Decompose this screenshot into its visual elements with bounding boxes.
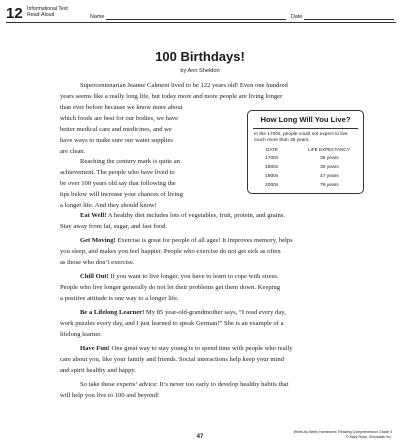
footer-page-number: 47: [196, 434, 204, 440]
sidebar-col-life: LIFE EXPECTANCY: [308, 147, 350, 152]
name-field: [90, 14, 286, 20]
name-blank-line: [106, 15, 286, 20]
sidebar-cell-date: 1900s: [265, 174, 279, 179]
date-blank-line: [304, 15, 394, 20]
intro-line: have ways to make sure our water supplies: [60, 137, 173, 144]
header-series-label: [27, 6, 68, 18]
sidebar-cell-date: 1800s: [265, 165, 279, 170]
header-series-line1: Informational Text: [27, 6, 68, 12]
intro-line: which foods are best for our bodies, we have: [60, 115, 179, 122]
article-byline: by Ann Sheldon: [180, 68, 220, 74]
closing-line: will help you live to 100 and beyond!: [60, 392, 160, 399]
sidebar-cell-life: 47 years: [320, 174, 339, 179]
intro-line: a longer life. And they should know!: [60, 202, 157, 209]
tip-line: and spirit healthy and happy.: [60, 367, 136, 374]
intro-line: Supercentenarian Jeanne Calment lived to be 122 years old! Even one hundred: [80, 82, 288, 89]
article-title: 100 Birthdays!: [155, 49, 245, 64]
tip-line: care about you, like your family and friends. Social interactions help keep your mind: [60, 356, 284, 363]
header-page-number: 12: [6, 5, 23, 22]
footer-credit-line2: © Mary Rose, Scholastic Inc.: [345, 434, 392, 439]
tip-line: Eat Well! A healthy diet includes lots of vegetables, fruit, protein, and grains.: [80, 212, 285, 219]
life-expectancy-sidebar: [247, 110, 364, 194]
intro-line: are clean.: [60, 148, 86, 155]
tip-line: People who live longer generally do not let their problems get them down. Keeping: [60, 284, 281, 291]
tip-line: Get Moving! Exercise is great for people of all ages! It improves memory, helps: [80, 237, 293, 244]
sidebar-cell-date: 2000s: [265, 183, 279, 188]
sidebar-intro-line: much more than 35 years.: [254, 138, 310, 143]
sidebar-cell-life: 35 years: [320, 156, 339, 161]
tip-heading: Have Fun!: [80, 345, 110, 352]
tip-line: as those who don’t exercise.: [60, 259, 135, 266]
tip-line: Be a Lifelong Learner! My 85 year-old-grandmother says, “I read every day,: [80, 309, 286, 316]
intro-line: tips below will increase your chances of living: [60, 191, 183, 198]
sidebar-cell-date: 1700s: [265, 156, 279, 161]
sidebar-intro: [254, 132, 348, 144]
date-field: [291, 14, 394, 20]
intro-line: better medical care and medicines, and we: [60, 126, 172, 133]
tip-heading: Be a Lifelong Learner!: [80, 309, 145, 316]
intro-line: achievement. The people who have lived to: [60, 169, 175, 176]
name-label: Name: [90, 14, 105, 20]
tip-line: you sleep, and makes you feel happier. People who exercise do not get sick as often: [60, 248, 281, 255]
intro-line: than ever before because we know more about: [60, 104, 183, 111]
tip-heading: Chill Out!: [80, 273, 109, 280]
header-divider: [6, 22, 396, 23]
tip-line: Stay away from fat, sugar, and fast food.: [60, 223, 168, 230]
tip-line: Chill Out! If you want to live longer, you have to learn to cope with stress.: [80, 273, 279, 280]
sidebar-title: How Long Will You Live?: [260, 115, 351, 124]
header-series-line2: Read-Aloud: [27, 12, 55, 18]
tip-line: lifelong learner.: [60, 331, 102, 338]
intro-line: be over 100 years old say that following the: [60, 180, 176, 187]
footer-credit: [294, 430, 392, 439]
intro-line: years seems like a really long life, but today more and more people are living longer: [60, 93, 283, 100]
sidebar-col-date: DATE: [266, 147, 278, 152]
tip-heading: Get Moving!: [80, 237, 116, 244]
tip-line: work puzzles every day, and I just learned to speak German!” She is an example of a: [60, 320, 284, 327]
footer-credit-line1: Week-by-Week Homework: Reading Comprehension Grade 3: [293, 430, 392, 434]
sidebar-cell-life: 76 years: [320, 183, 339, 188]
sidebar-cell-life: 39 years: [320, 165, 339, 170]
closing-line: So take these experts’ advice: It’s never too early to develop healthy habits that: [80, 381, 289, 388]
intro-line: Reaching the century mark is quite an: [80, 158, 180, 165]
date-label: Date: [291, 14, 303, 20]
sidebar-divider: [253, 128, 358, 129]
tip-line: a positive attitude is one way to a longer life.: [60, 295, 179, 302]
tip-heading: Eat Well!: [80, 212, 107, 219]
sidebar-intro-line: In the 1700s, people could not expect to live: [254, 132, 348, 137]
tip-line: Have Fun! One great way to stay young is to spend time with people who really: [80, 345, 293, 352]
